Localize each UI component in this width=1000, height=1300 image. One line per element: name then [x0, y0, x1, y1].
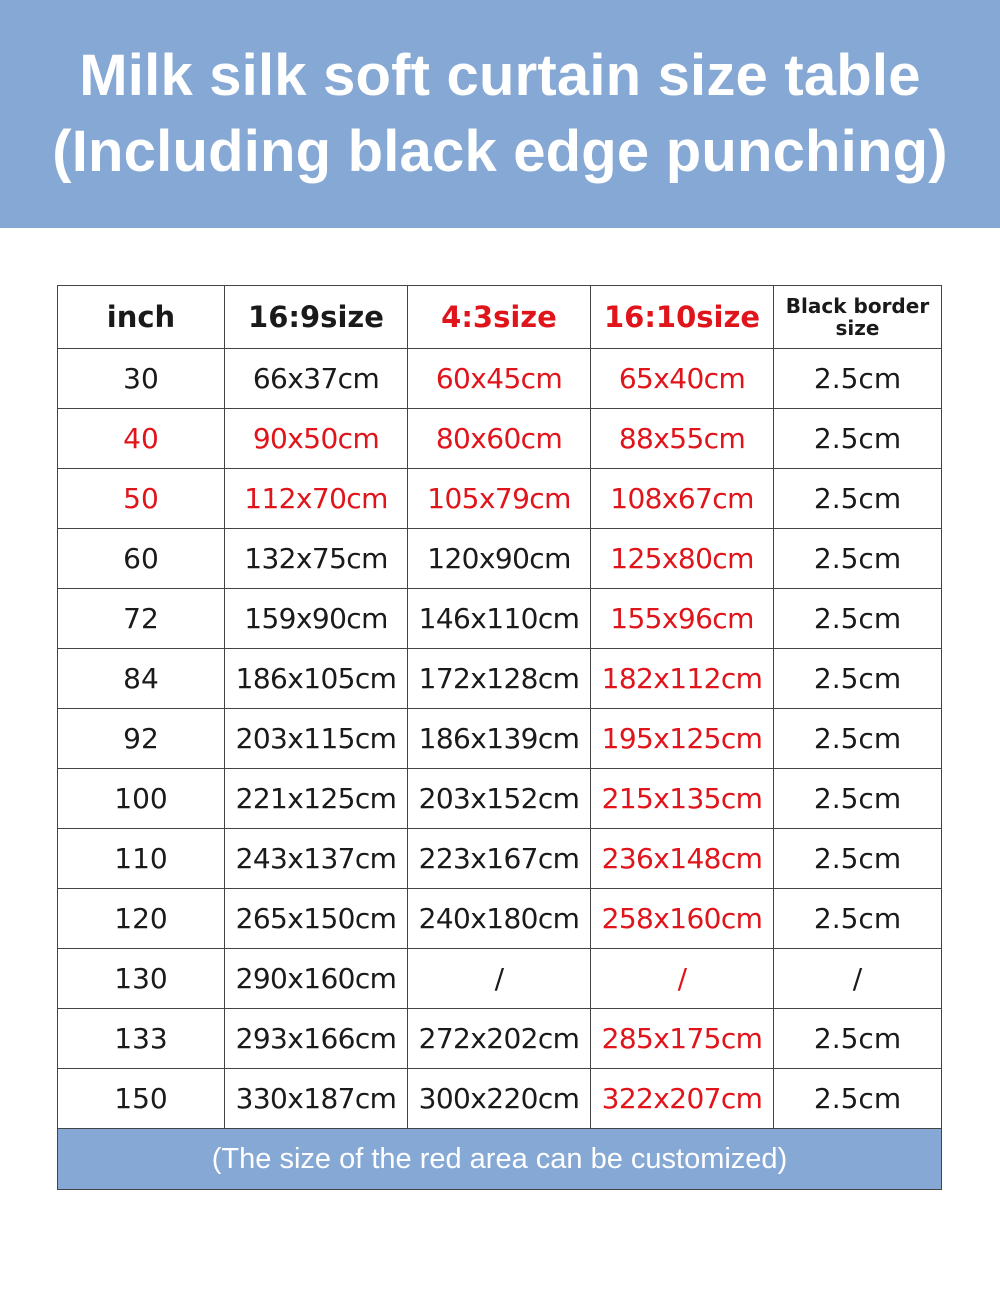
- cell-16-10-size: 215x135cm: [591, 769, 774, 829]
- cell-black-border: 2.5cm: [774, 469, 942, 529]
- cell-black-border: 2.5cm: [774, 769, 942, 829]
- title-line-2: (Including black edge punching): [52, 119, 948, 184]
- cell-inch: 133: [58, 1009, 225, 1069]
- cell-16-10-size: 65x40cm: [591, 349, 774, 409]
- table-row: [58, 469, 942, 529]
- table-row: [58, 709, 942, 769]
- table-row: [58, 829, 942, 889]
- cell-inch: 84: [58, 649, 225, 709]
- table-row: [58, 769, 942, 829]
- cell-inch: 92: [58, 709, 225, 769]
- cell-16-9-size: 290x160cm: [225, 949, 408, 1009]
- cell-16-9-size: 243x137cm: [225, 829, 408, 889]
- header-inch: inch: [58, 286, 225, 349]
- table-row: [58, 649, 942, 709]
- table-row: [58, 529, 942, 589]
- cell-16-9-size: 186x105cm: [225, 649, 408, 709]
- cell-black-border: 2.5cm: [774, 889, 942, 949]
- cell-16-10-size: 155x96cm: [591, 589, 774, 649]
- cell-inch: 60: [58, 529, 225, 589]
- cell-inch: 110: [58, 829, 225, 889]
- cell-16-9-size: 159x90cm: [225, 589, 408, 649]
- cell-inch: 120: [58, 889, 225, 949]
- cell-16-9-size: 66x37cm: [225, 349, 408, 409]
- title-banner: [0, 0, 1000, 228]
- cell-16-9-size: 221x125cm: [225, 769, 408, 829]
- cell-4-3-size: 240x180cm: [408, 889, 591, 949]
- header-16-10-size: 16:10size: [591, 286, 774, 349]
- cell-16-9-size: 330x187cm: [225, 1069, 408, 1129]
- cell-4-3-size: 300x220cm: [408, 1069, 591, 1129]
- customization-note: (The size of the red area can be customized): [58, 1129, 942, 1190]
- cell-16-9-size: 112x70cm: [225, 469, 408, 529]
- table-row: [58, 349, 942, 409]
- cell-16-10-size: 322x207cm: [591, 1069, 774, 1129]
- cell-16-10-size: 88x55cm: [591, 409, 774, 469]
- size-table: [57, 285, 942, 1190]
- cell-inch: 100: [58, 769, 225, 829]
- cell-black-border: 2.5cm: [774, 349, 942, 409]
- cell-4-3-size: 172x128cm: [408, 649, 591, 709]
- table-row: [58, 589, 942, 649]
- cell-inch: 130: [58, 949, 225, 1009]
- title-line-1: Milk silk soft curtain size table: [79, 43, 921, 108]
- header-4-3-size: 4:3size: [408, 286, 591, 349]
- cell-black-border: 2.5cm: [774, 409, 942, 469]
- cell-4-3-size: 146x110cm: [408, 589, 591, 649]
- cell-black-border: /: [774, 949, 942, 1009]
- header-black-border-size: Black border size: [774, 286, 942, 349]
- cell-16-9-size: 293x166cm: [225, 1009, 408, 1069]
- cell-black-border: 2.5cm: [774, 649, 942, 709]
- cell-inch: 50: [58, 469, 225, 529]
- cell-black-border: 2.5cm: [774, 1009, 942, 1069]
- cell-black-border: 2.5cm: [774, 589, 942, 649]
- cell-black-border: 2.5cm: [774, 709, 942, 769]
- cell-16-10-size: 258x160cm: [591, 889, 774, 949]
- cell-4-3-size: 186x139cm: [408, 709, 591, 769]
- cell-4-3-size: 203x152cm: [408, 769, 591, 829]
- cell-16-10-size: 236x148cm: [591, 829, 774, 889]
- table-row: [58, 949, 942, 1009]
- cell-16-10-size: 125x80cm: [591, 529, 774, 589]
- table-row: [58, 409, 942, 469]
- cell-4-3-size: 80x60cm: [408, 409, 591, 469]
- table-body: [58, 349, 942, 1129]
- cell-inch: 30: [58, 349, 225, 409]
- table-footer-row: [58, 1129, 942, 1190]
- cell-inch: 40: [58, 409, 225, 469]
- cell-4-3-size: 272x202cm: [408, 1009, 591, 1069]
- cell-16-10-size: 285x175cm: [591, 1009, 774, 1069]
- table-row: [58, 1009, 942, 1069]
- cell-inch: 72: [58, 589, 225, 649]
- table-row: [58, 1069, 942, 1129]
- cell-4-3-size: /: [408, 949, 591, 1009]
- cell-16-10-size: 182x112cm: [591, 649, 774, 709]
- cell-16-9-size: 132x75cm: [225, 529, 408, 589]
- cell-4-3-size: 105x79cm: [408, 469, 591, 529]
- cell-16-9-size: 90x50cm: [225, 409, 408, 469]
- table-header-row: [58, 286, 942, 349]
- cell-16-10-size: 108x67cm: [591, 469, 774, 529]
- cell-black-border: 2.5cm: [774, 829, 942, 889]
- cell-16-9-size: 265x150cm: [225, 889, 408, 949]
- cell-4-3-size: 60x45cm: [408, 349, 591, 409]
- cell-inch: 150: [58, 1069, 225, 1129]
- cell-16-9-size: 203x115cm: [225, 709, 408, 769]
- cell-16-10-size: /: [591, 949, 774, 1009]
- cell-black-border: 2.5cm: [774, 529, 942, 589]
- size-table-container: [57, 285, 941, 1190]
- header-16-9-size: 16:9size: [225, 286, 408, 349]
- cell-4-3-size: 223x167cm: [408, 829, 591, 889]
- table-row: [58, 889, 942, 949]
- cell-4-3-size: 120x90cm: [408, 529, 591, 589]
- cell-black-border: 2.5cm: [774, 1069, 942, 1129]
- cell-16-10-size: 195x125cm: [591, 709, 774, 769]
